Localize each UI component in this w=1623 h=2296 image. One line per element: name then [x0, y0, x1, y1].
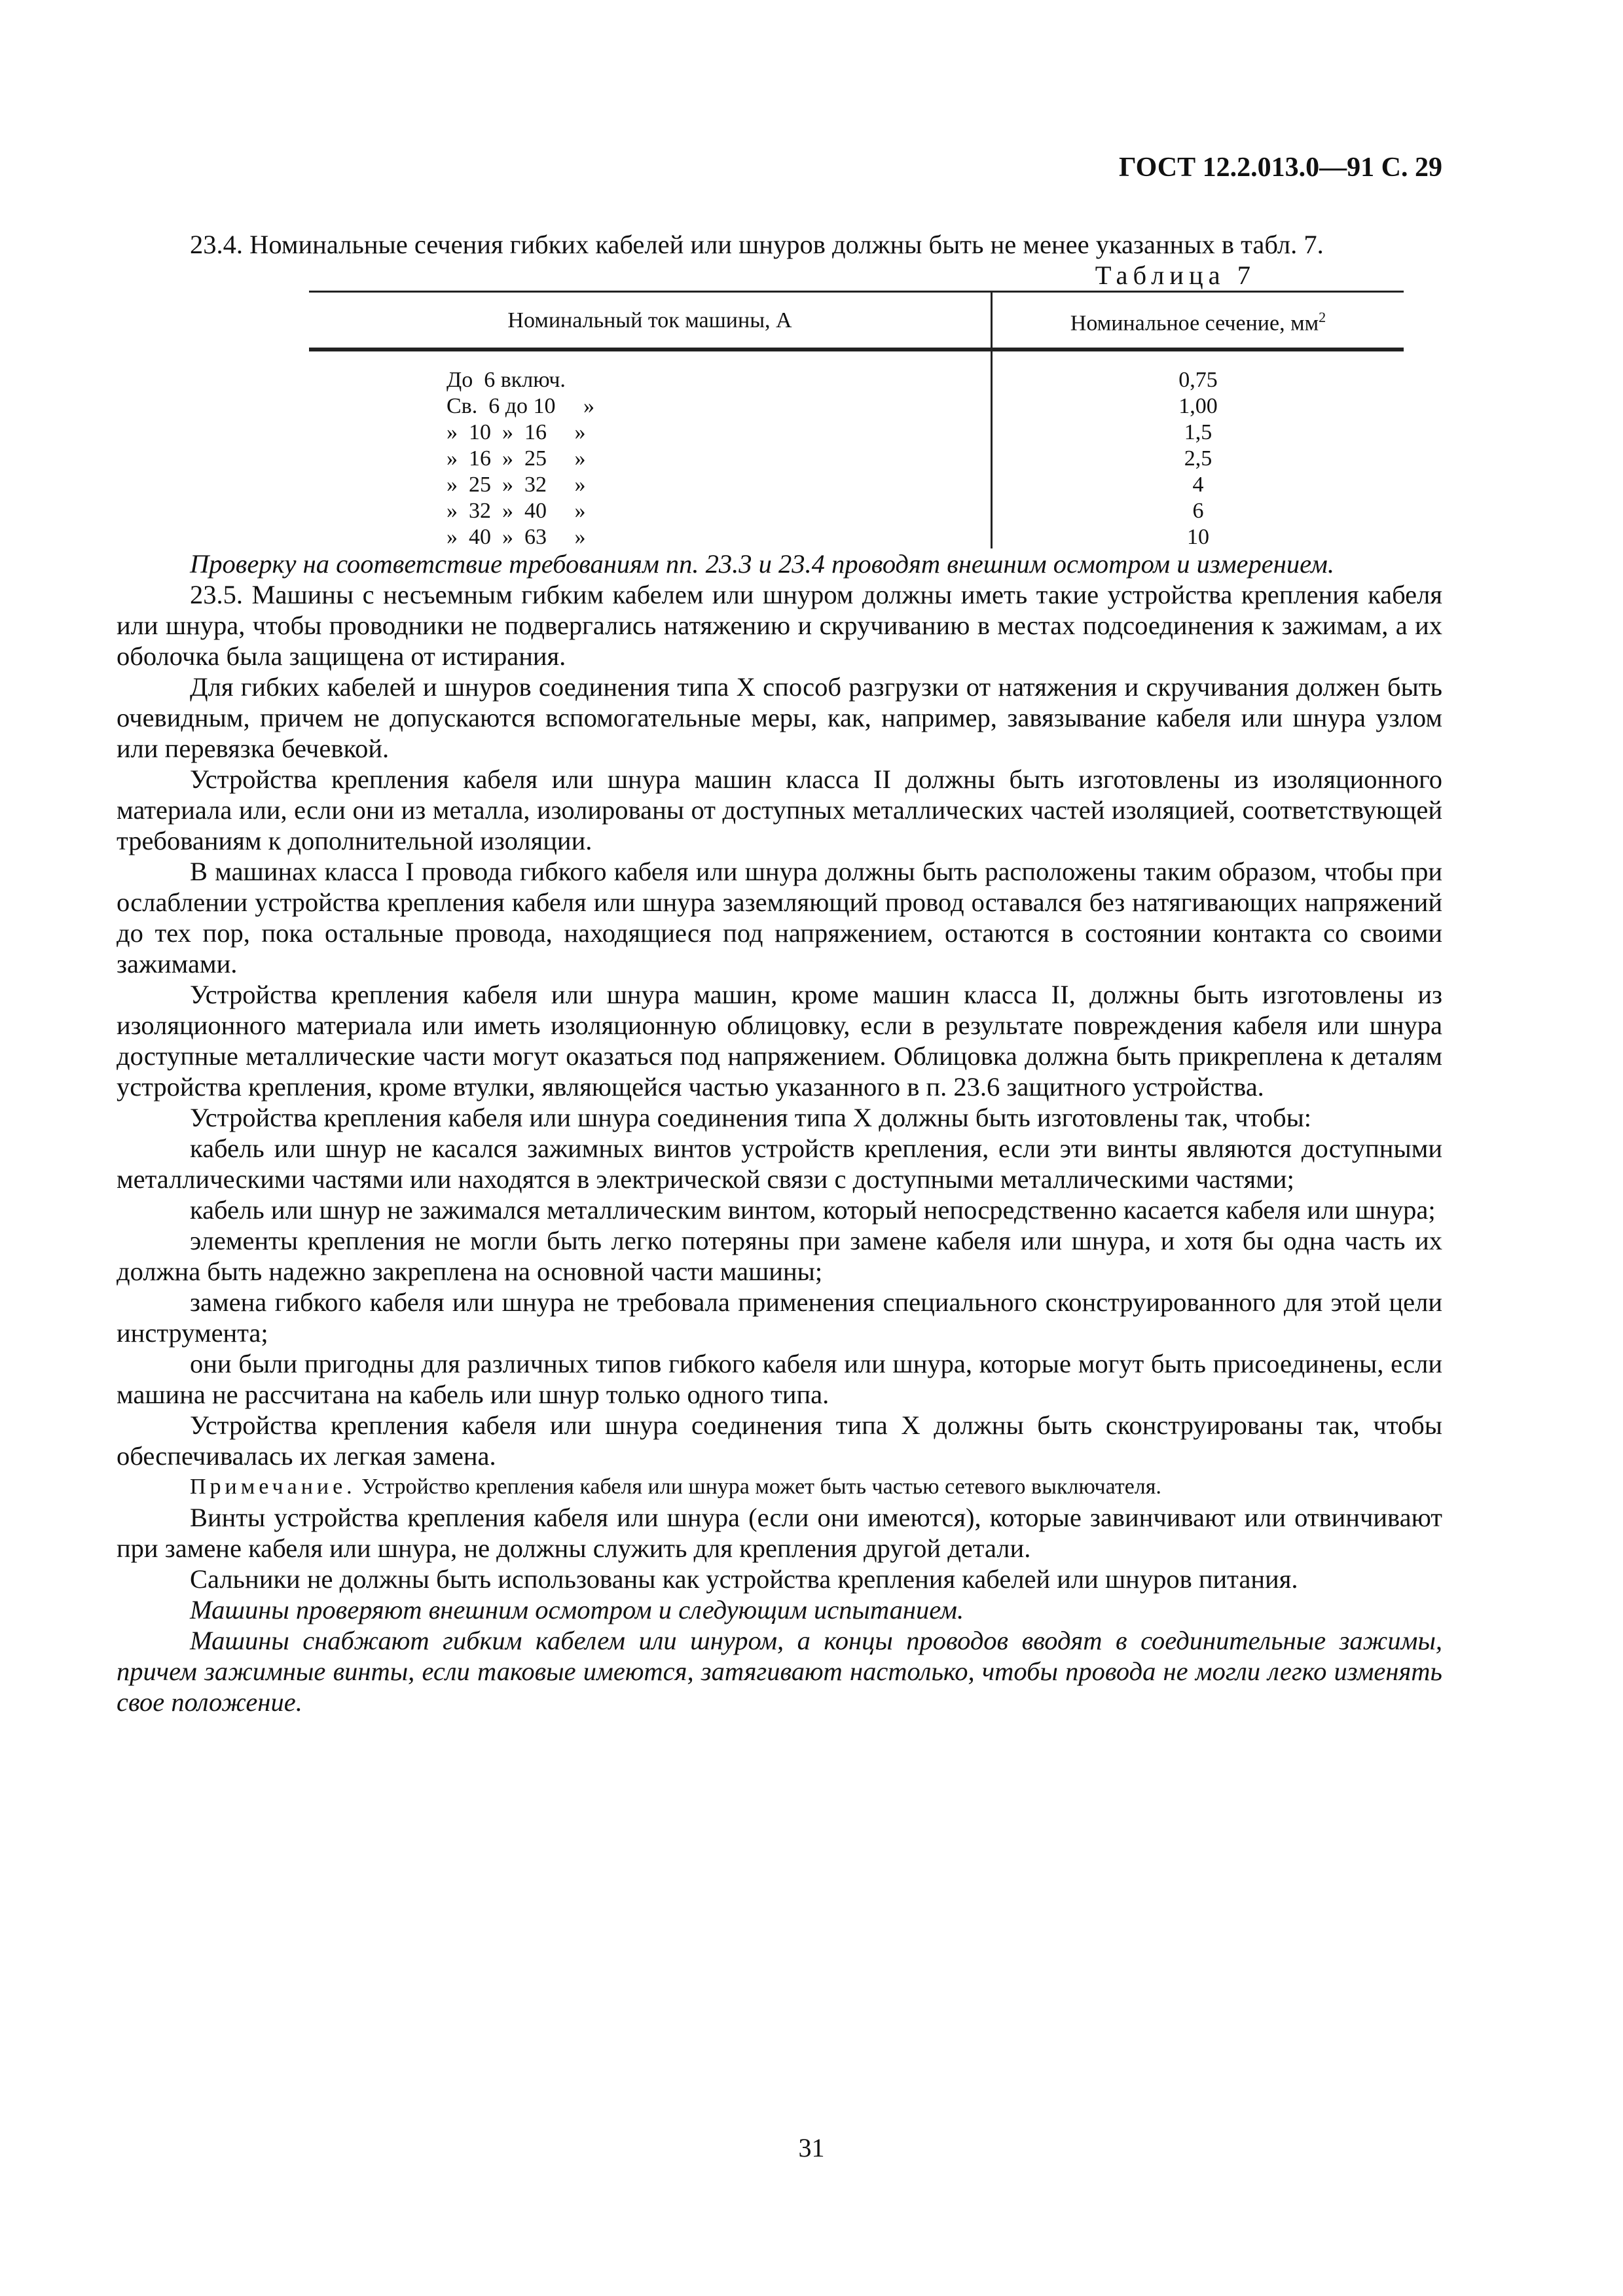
page-number: 31: [798, 2133, 825, 2162]
table-cell-section: 2,5: [1184, 446, 1213, 471]
paragraph: Винты устройства крепления кабеля или шнура (если они имеются), которые завинчивают или отвинчивают при замене кабеля или шнура, не должны служить для крепления другой детали.: [117, 1503, 1442, 1563]
table-cell-current: » 40 » 63 »: [447, 525, 586, 549]
table-cell-section: 1,5: [1184, 420, 1213, 444]
table-cell-current: » 16 » 25 »: [447, 446, 586, 471]
section-column: [992, 350, 1404, 548]
paragraph: Для гибких кабелей и шнуров соединения типа X способ разгрузки от натяжения и скручивания должен быть очевидным, причем не допускаются вспомогательные меры, как, например, завязывание кабеля или шнура узлом или перевязка бечевкой.: [117, 672, 1442, 763]
table-cell-section: 0,75: [1178, 368, 1218, 392]
current-column: [309, 350, 992, 548]
table-header-section: [992, 292, 1404, 350]
table-cell-section: 1,00: [1178, 394, 1218, 418]
document-body: [117, 229, 1442, 1717]
paragraph: 23.5. Машины с несъемным гибким кабелем или шнуром должны иметь такие устройства крепления кабеля или шнура, чтобы проводники не подвергались натяжению и скручиванию в местах подсоединения к зажимам, а их оболочка была защищена от истирания.: [117, 580, 1442, 671]
cross-section-table: [309, 291, 1404, 548]
page-header: ГОСТ 12.2.013.0—91 С. 29: [1118, 152, 1442, 183]
note-text: Устройство крепления кабеля или шнура может быть частью сетевого выключателя.: [361, 1475, 1161, 1499]
table-header-section-text: Номинальное сечение, мм: [1070, 311, 1319, 336]
table-caption: Таблица 7: [1095, 260, 1256, 290]
table-header-current: Номинальный ток машины, А: [309, 292, 992, 350]
table-cell-section: 10: [1187, 525, 1209, 549]
note: [117, 1471, 1442, 1502]
table-cell-section: 6: [1192, 499, 1204, 523]
table-cell-current: Св. 6 до 10 »: [447, 394, 595, 418]
list-item: элементы крепления не могли быть легко потеряны при замене кабеля или шнура, и хотя бы одна часть их должна быть надежно закреплена на основной части машины;: [117, 1226, 1442, 1286]
note-label: Примечание.: [190, 1475, 356, 1499]
list-item: кабель или шнур не касался зажимных винтов устройств крепления, если эти винты являются доступными металлическими частями или находятся в электрической связи с доступными металлическими частями;: [117, 1134, 1442, 1194]
table-cell-section: 4: [1192, 473, 1204, 497]
paragraph: Сальники не должны быть использованы как устройства крепления кабелей или шнуров питания.: [190, 1564, 1298, 1594]
paragraph: В машинах класса I провода гибкого кабеля или шнура должны быть расположены таким образом, чтобы при ослаблении устройства крепления кабеля или шнура заземляющий провод оставался без натягивающих напряжений до тех пор, пока остальные провода, находящиеся под напряжением, остаются в состоянии контакта со своими зажимами.: [117, 857, 1442, 978]
list-item: замена гибкого кабеля или шнура не требовала применения специального сконструированного для этой цели инструмента;: [117, 1287, 1442, 1348]
table-cell-current: » 10 » 16 »: [447, 420, 586, 444]
clause-23-4: 23.4. Номинальные сечения гибких кабелей или шнуров должны быть не менее указанных в табл. 7.: [190, 230, 1324, 259]
paragraph: Устройства крепления кабеля или шнура соединения типа X должны быть изготовлены так, чтобы:: [190, 1103, 1312, 1132]
paragraph: Устройства крепления кабеля или шнура машин класса II должны быть изготовлены из изоляционного материала или, если они из металла, изолированы от доступных металлических частей изоляцией, соответствующей требованиям к дополнительной изоляции.: [117, 764, 1442, 855]
table-header-section-sup: 2: [1319, 308, 1326, 325]
list-item: кабель или шнур не зажимался металлическим винтом, который непосредственно касается кабеля или шнура;: [190, 1195, 1436, 1225]
table-cell-current: До 6 включ.: [447, 368, 566, 392]
paragraph: Устройства крепления кабеля или шнура машин, кроме машин класса II, должны быть изготовлены из изоляционного материала или иметь изоляционную облицовку, если в результате повреждения кабеля или шнура доступные металлические части могут оказаться под напряжением. Облицовка должна быть прикреплена к деталям устройства крепления, кроме втулки, являющейся частью указанного в п. 23.6 защитного устройства.: [117, 980, 1442, 1102]
paragraph: Устройства крепления кабеля или шнура соединения типа X должны быть сконструированы так, чтобы обеспечивалась их легкая замена.: [117, 1410, 1442, 1471]
check-statement: Машины проверяют внешним осмотром и следующим испытанием.: [190, 1595, 964, 1624]
list-item: они были пригодны для различных типов гибкого кабеля или шнура, которые могут быть присоединены, если машина не рассчитана на кабель или шнур только одного типа.: [117, 1349, 1442, 1409]
check-statement: Проверку на соответствие требованиям пп. 23.3 и 23.4 проводят внешним осмотром и измерением.: [190, 549, 1335, 579]
check-statement: Машины снабжают гибким кабелем или шнуром, а концы проводов вводят в соединительные зажимы, причем зажимные винты, если таковые имеются, затягивают настолько, чтобы провода не могли легко изменять свое положение.: [117, 1626, 1442, 1717]
table-cell-current: » 32 » 40 »: [447, 499, 586, 523]
table-cell-current: » 25 » 32 »: [447, 473, 586, 497]
